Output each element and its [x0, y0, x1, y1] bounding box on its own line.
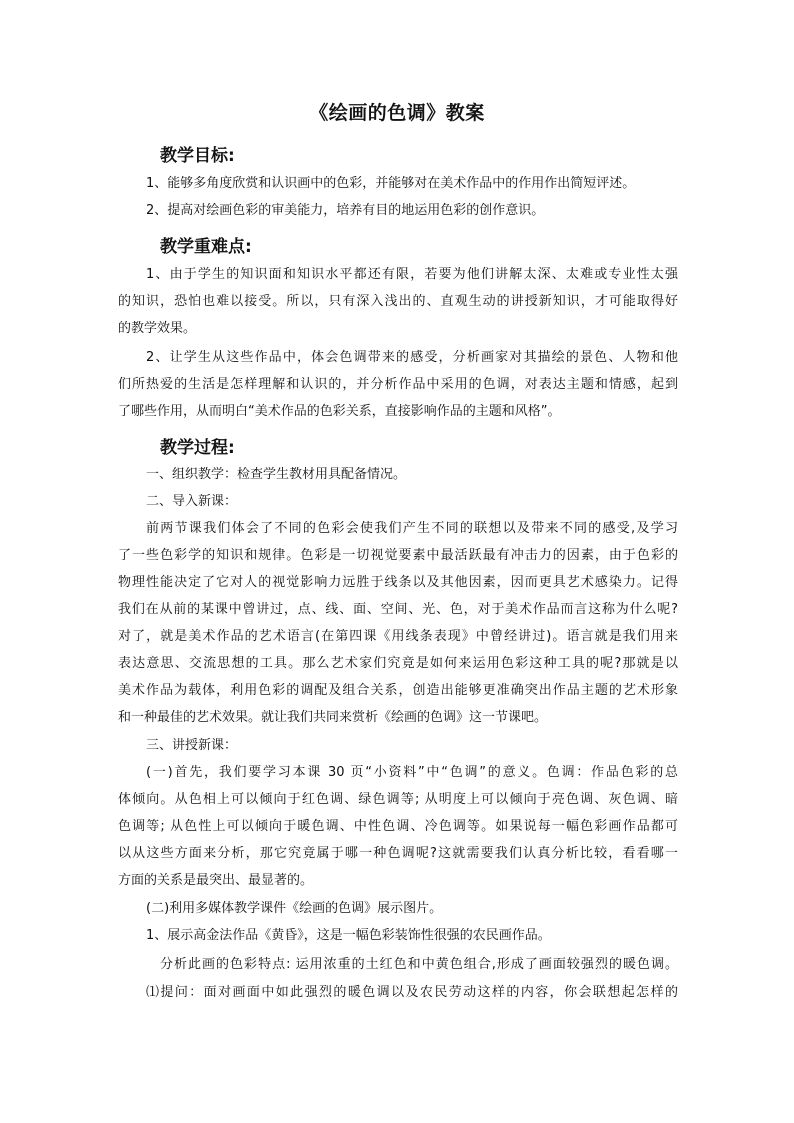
- paragraph-line: 体倾向。从色相上可以倾向于红色调、绿色调等; 从明度上可以倾向于亮色调、灰色调、暗: [118, 792, 678, 807]
- paragraph-line: 们所热爱的生活是怎样理解和认识的，并分析作品中采用的色调，对表达主题和情感，起到: [118, 377, 678, 392]
- section-heading-process: 教学过程:: [160, 438, 235, 458]
- paragraph-line: 三、讲授新课：: [146, 738, 238, 753]
- paragraph-line: 美术作品为载体，利用色彩的调配及组合关系，创造出能够更准确突出作品主题的艺术形象: [118, 683, 678, 698]
- paragraph-line: 表达意思、交流思想的工具。那么艺术家们究竟是如何来运用色彩这种工具的呢?那就是以: [118, 656, 678, 671]
- paragraph-line: 以从这些方面来分析，那它究竟属于哪一种色调呢?这就需要我们认真分析比较，看看哪一: [118, 846, 678, 861]
- paragraph-line: 和一种最佳的艺术效果。就让我们共同来赏析《绘画的色调》这一节课吧。: [118, 710, 548, 725]
- paragraph-line: 一、组织教学：检查学生教材用具配备情况。: [146, 467, 407, 482]
- paragraph-line: 分析此画的色彩特点: 运用浓重的土红色和中黄色组合,形成了画面较强烈的暖色调。: [160, 957, 678, 972]
- paragraph-line: 我们在从前的某课中曾讲过，点、线、面、空间、光、色，对于美术作品而言这称为什么呢?: [118, 602, 678, 617]
- paragraph-line: 色调等; 从色性上可以倾向于暖色调、中性色调、冷色调等。如果说每一幅色彩画作品都可: [118, 819, 678, 834]
- section-heading-key-points: 教学重难点:: [160, 237, 252, 257]
- paragraph-line: 前两节课我们体会了不同的色彩会使我们产生不同的联想以及带来不同的感受,及学习: [146, 521, 678, 536]
- paragraph-line: 二、导入新课：: [146, 494, 238, 509]
- paragraph-line: 对了，就是美术作品的艺术语言(在第四课《用线条表现》中曾经讲过)。语言就是我们用来: [118, 629, 678, 644]
- paragraph-line: 了哪些作用，从而明白“美术作品的色彩关系，直接影响作品的主题和风格”。: [118, 404, 561, 419]
- paragraph-line: (二)利用多媒体教学课件《绘画的色调》展示图片。: [146, 901, 443, 916]
- paragraph-line: ⑴提问：面对画面中如此强烈的暖色调以及农民劳动这样的内容，你会联想起怎样的: [146, 985, 678, 1000]
- paragraph-line: 方面的关系是最突出、最显著的。: [118, 873, 314, 888]
- paragraph-line: 的知识，恐怕也难以接受。所以，只有深入浅出的、直观生动的讲授新知识，才可能取得好: [118, 294, 678, 309]
- paragraph-line: 2、让学生从这些作品中，体会色调带来的感受，分析画家对其描绘的景色、人物和他: [146, 350, 678, 365]
- paragraph-line: 1、由于学生的知识面和知识水平都还有限，若要为他们讲解太深、太难或专业性太强: [146, 267, 678, 282]
- paragraph-line: 物理性能决定了它对人的视觉影响力远胜于线条以及其他因素，因而更具艺术感染力。记得: [118, 575, 678, 590]
- document-title: 《绘画的色调》教案: [309, 102, 485, 124]
- paragraph-line: (一)首先，我们要学习本课 30 页“小资料”中“色调”的意义。色调：作品色彩的总: [146, 765, 678, 780]
- paragraph-line: 的教学效果。: [118, 321, 197, 336]
- section-heading-objectives: 教学目标:: [160, 146, 235, 166]
- paragraph-line: 了一些色彩学的知识和规律。色彩是一切视觉要素中最活跃最有冲击力的因素，由于色彩的: [118, 548, 678, 563]
- objective-line: 1、能够多角度欣赏和认识画中的色彩，并能够对在美术作品中的作用作出简短评述。: [146, 176, 636, 191]
- paragraph-line: 1、展示高金法作品《黄昏》，这是一幅色彩装饰性很强的农民画作品。: [146, 928, 551, 943]
- objective-line: 2、提高对绘画色彩的审美能力，培养有目的地运用色彩的创作意识。: [146, 203, 545, 218]
